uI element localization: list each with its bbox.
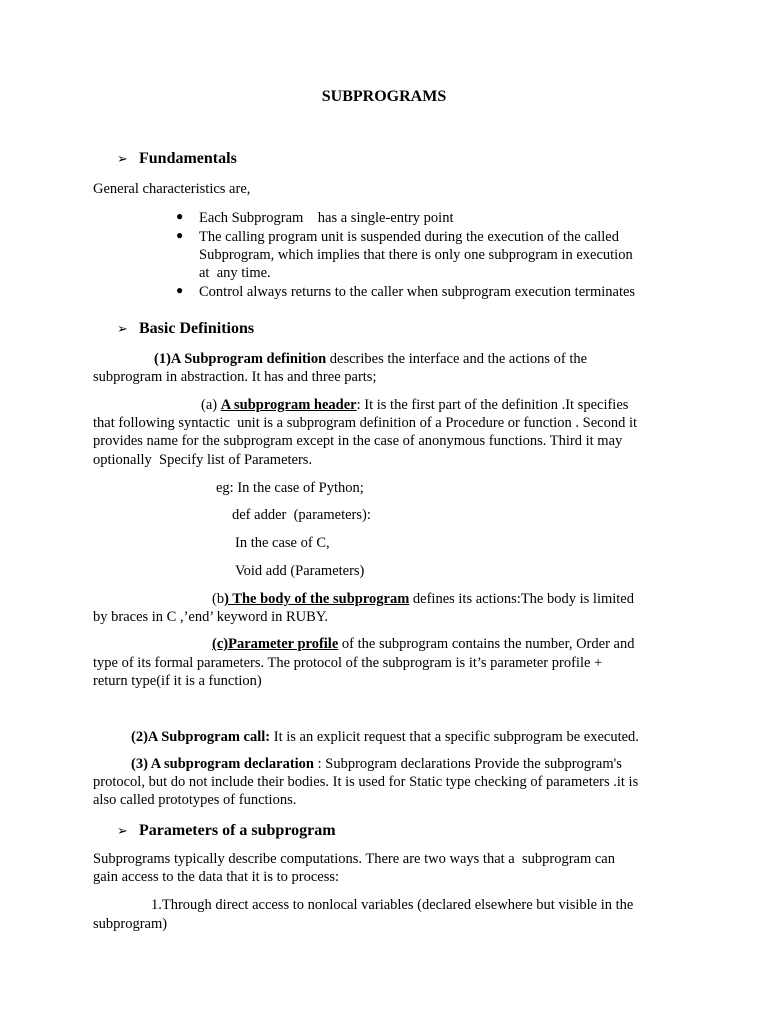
- definition-3-line-2: protocol, but do not include their bodies. It is used for Static type checking of parameters .it is: [93, 774, 639, 790]
- parameters-item-1-line-2: subprogram): [93, 916, 168, 932]
- arrow-bullet-icon: ➢: [117, 823, 128, 838]
- fundamentals-bullet-3: Control always returns to the caller when subprogram execution terminates: [199, 284, 636, 300]
- fundamentals-intro: General characteristics are,: [93, 181, 251, 197]
- bullet-dot-icon: ●: [176, 283, 184, 297]
- section-heading-basic-definitions: Basic Definitions: [139, 320, 255, 337]
- section-heading-parameters: Parameters of a subprogram: [139, 822, 336, 839]
- arrow-bullet-icon: ➢: [117, 321, 128, 336]
- part-b-line-1: [212, 590, 634, 608]
- part-a-line-4: optionally Specify list of Parameters.: [93, 452, 313, 468]
- definition-1-line-1: [154, 350, 587, 368]
- part-c-text: of the subprogram contains the number, Order and: [338, 636, 635, 652]
- definition-3-line-3: also called prototypes of functions.: [93, 792, 297, 808]
- fundamentals-bullet-2-line-2: Subprogram, which implies that there is only one subprogram in execution: [199, 247, 633, 263]
- fundamentals-bullet-2-line-3: at any time.: [199, 265, 271, 281]
- definition-1-label: (1)A Subprogram definition: [154, 351, 327, 367]
- definition-2-text: It is an explicit request that a specific subprogram be executed.: [270, 729, 639, 745]
- part-a-line-2: that following syntactic unit is a subprogram definition of a Procedure or function . Second it: [93, 415, 638, 431]
- part-b-prefix: (b: [212, 591, 225, 607]
- fundamentals-bullet-2-line-1: The calling program unit is suspended during the execution of the called: [199, 229, 619, 245]
- part-c-label: (c)Parameter profile: [212, 636, 339, 652]
- bullet-dot-icon: ●: [176, 209, 184, 223]
- definition-2-label: (2)A Subprogram call:: [131, 729, 271, 745]
- part-a-line-3: provides name for the subprogram except in the case of anonymous functions. Third it may: [93, 433, 623, 449]
- section-heading-fundamentals: Fundamentals: [139, 150, 237, 167]
- fundamentals-bullet-1: Each Subprogram has a single-entry point: [199, 210, 454, 226]
- part-b-text: defines its actions:The body is limited: [409, 591, 634, 607]
- part-c-line-1: [212, 635, 634, 653]
- part-c-line-3: return type(if it is a function): [93, 673, 262, 689]
- part-a-text: : It is the first part of the definition .It specifies: [356, 397, 629, 413]
- part-a-label: A subprogram header: [220, 397, 357, 413]
- definition-2-line: [131, 728, 639, 746]
- definition-3-line-1: [131, 755, 622, 773]
- arrow-bullet-icon: ➢: [117, 151, 128, 166]
- example-line-2: def adder (parameters):: [232, 507, 371, 523]
- part-b-label: ) The body of the subprogram: [224, 591, 410, 607]
- bullet-dot-icon: ●: [176, 228, 184, 242]
- part-b-line-2: by braces in C ,’end’ keyword in RUBY.: [93, 609, 329, 625]
- parameters-item-1-line-1: 1.Through direct access to nonlocal variables (declared elsewhere but visible in the: [151, 897, 634, 913]
- parameters-intro-line-2: gain access to the data that it is to process:: [93, 869, 340, 885]
- definition-1-text: describes the interface and the actions of the: [326, 351, 588, 367]
- part-a-line-1: [201, 396, 628, 414]
- example-line-4: Void add (Parameters): [235, 563, 365, 579]
- definition-3-label: (3) A subprogram declaration: [131, 756, 314, 772]
- definition-1-line-2: subprogram in abstraction. It has and three parts;: [93, 369, 377, 385]
- page-title: SUBPROGRAMS: [321, 88, 447, 105]
- example-line-1: eg: In the case of Python;: [216, 480, 364, 496]
- part-a-prefix: (a): [201, 397, 221, 413]
- parameters-intro-line-1: Subprograms typically describe computations. There are two ways that a subprogram can: [93, 851, 615, 867]
- example-line-3: In the case of C,: [235, 535, 330, 551]
- part-c-line-2: type of its formal parameters. The protocol of the subprogram is it’s parameter profile +: [93, 655, 603, 671]
- definition-3-text: : Subprogram declarations Provide the subprogram's: [314, 756, 622, 772]
